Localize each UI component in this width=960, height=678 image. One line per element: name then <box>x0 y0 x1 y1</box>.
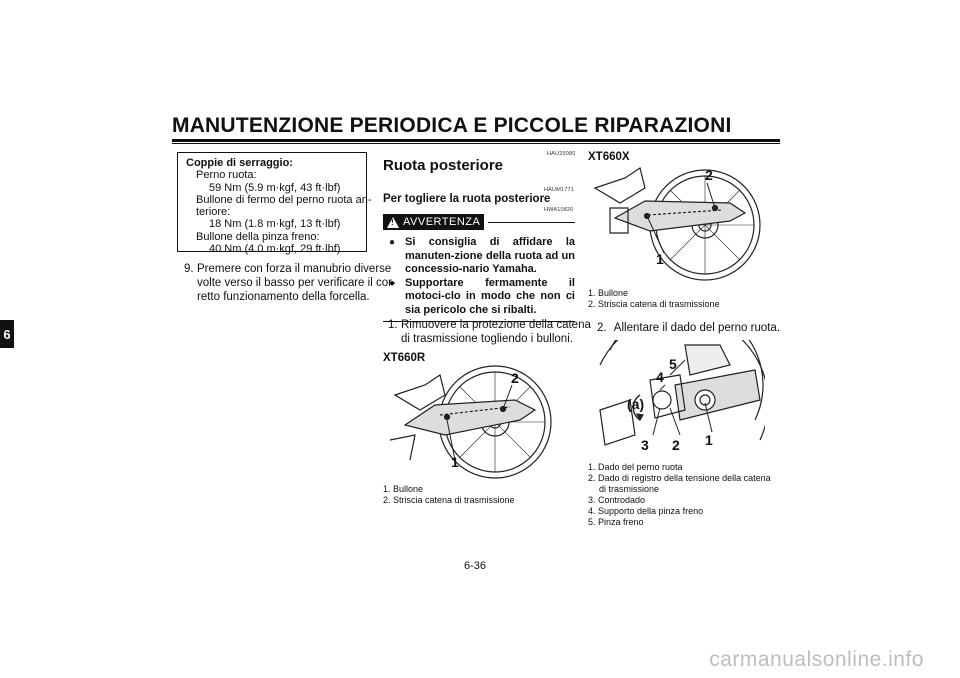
callout-a: (a) <box>627 396 645 412</box>
section-code: HAU25080 <box>547 151 576 157</box>
step-2 <box>597 321 780 335</box>
callout-1: 1 <box>451 454 459 470</box>
figure-xt660r-chain-guard <box>385 365 555 480</box>
torque-line: Bullone della pinza freno: <box>196 230 320 243</box>
section-title: Ruota posteriore <box>383 157 504 174</box>
figure-caption <box>588 462 771 528</box>
subsection-code: HAUM1771 <box>544 187 575 193</box>
step-1 <box>388 318 591 346</box>
page-number: 6-36 <box>464 560 487 572</box>
step-line: volte verso il basso per verificare il cor- <box>197 277 396 289</box>
step-number: 1. <box>388 319 398 331</box>
callout-4: 4 <box>656 369 664 385</box>
torque-heading: Coppie di serraggio: <box>186 157 293 169</box>
caption-item: 5. Pinza freno <box>588 517 644 527</box>
callout-1: 1 <box>656 251 664 267</box>
callout-5: 5 <box>669 356 677 372</box>
step-line: Rimuovere la protezione della catena <box>401 319 591 331</box>
callout-2: 2 <box>705 167 713 183</box>
warning-item: ● Si consiglia di affidare la manuten-zione della ruota ad un concessio-nario Yamaha. <box>389 236 575 277</box>
model-label-xt660x: XT660X <box>588 151 630 163</box>
step-number: 2. <box>597 322 607 334</box>
torque-line: 59 Nm (5.9 m·kgf, 43 ft·lbf) <box>209 181 341 194</box>
figure-xt660x-chain-guard <box>590 163 765 283</box>
torque-spec-box <box>177 152 372 256</box>
caption-item: 2. Striscia catena di trasmissione <box>588 299 720 309</box>
caption-item: 4. Supporto della pinza freno <box>588 506 704 516</box>
step-line: retto funzionamento della forcella. <box>197 291 370 303</box>
caption-item: 3. Controdado <box>588 495 646 505</box>
caption-item: 1. Bullone <box>383 484 424 494</box>
model-label-xt660r: XT660R <box>383 352 426 364</box>
torque-line: teriore: <box>196 206 231 219</box>
step-text: Allentare il dado del perno ruota. <box>613 322 781 334</box>
warning-rule <box>488 222 575 223</box>
caption-item: di trasmissione <box>599 484 660 494</box>
callout-3: 3 <box>641 437 649 453</box>
header-rule-thin <box>172 143 780 144</box>
warning-triangle-icon: ! <box>387 217 399 228</box>
warning-block <box>383 214 575 322</box>
header-rule <box>172 139 780 142</box>
warning-item: ● Supportare fermamente il motoci-clo in modo che non ci sia pericolo che si ribalti. <box>389 277 575 318</box>
callout-2: 2 <box>672 437 680 453</box>
watermark: carmanualsonline.info <box>709 648 924 671</box>
torque-line: Perno ruota: <box>196 169 257 182</box>
callout-2: 2 <box>511 370 519 386</box>
chapter-tab: 6 <box>0 320 14 348</box>
subsection-title: Per togliere la ruota posteriore <box>383 193 551 205</box>
step-line: di trasmissione togliendo i bulloni. <box>401 333 573 345</box>
caption-item: 2. Striscia catena di trasmissione <box>383 495 515 505</box>
figure-caption <box>588 288 720 310</box>
torque-line: 18 Nm (1.8 m·kgf, 13 ft·lbf) <box>209 218 341 231</box>
step-9 <box>184 262 396 304</box>
figure-caption <box>383 484 515 506</box>
warning-code: HWA10820 <box>544 207 574 213</box>
caption-item: 1. Dado del perno ruota <box>588 462 683 472</box>
caption-item: 1. Bullone <box>588 288 629 298</box>
torque-line: Bullone di fermo del perno ruota an- <box>196 193 372 206</box>
caption-item: 2. Dado di registro della tensione della catena <box>588 473 771 483</box>
page-title: MANUTENZIONE PERIODICA E PICCOLE RIPARAZIONI <box>172 114 732 137</box>
callout-1: 1 <box>705 432 713 448</box>
torque-line: 40 Nm (4.0 m·kgf, 29 ft·lbf) <box>209 243 341 256</box>
step-line: Premere con forza il manubrio diverse <box>197 263 392 275</box>
warning-badge: ! AVVERTENZA <box>383 214 484 230</box>
step-number: 9. <box>184 263 194 275</box>
